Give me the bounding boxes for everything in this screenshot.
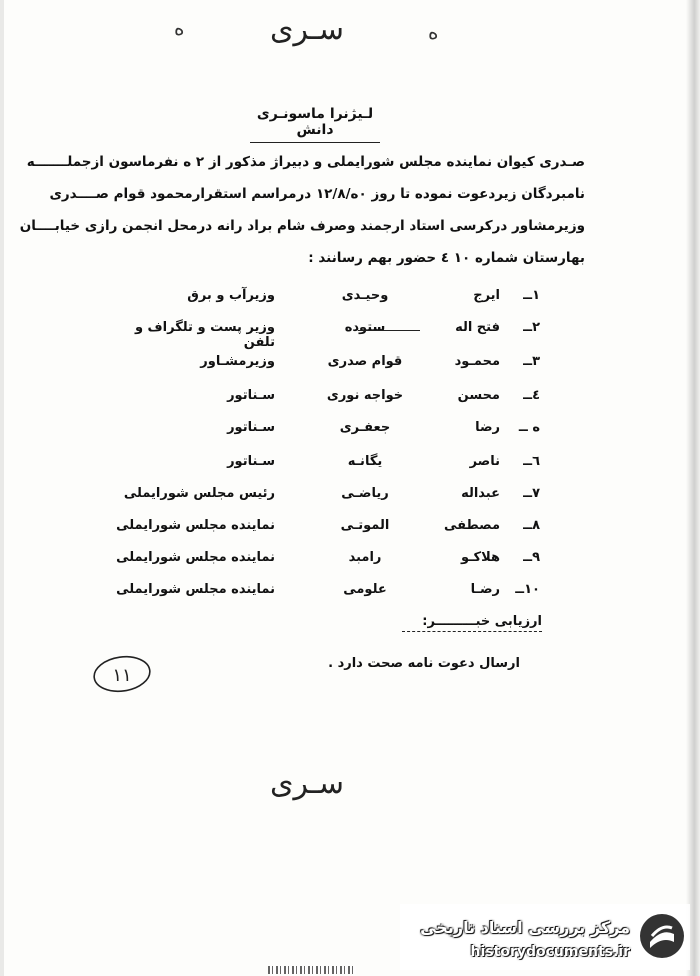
member-last-name: ستوده <box>344 320 386 335</box>
member-first-name: مصطفی <box>443 518 500 533</box>
member-row <box>100 388 540 420</box>
member-number: ۸ــ <box>523 518 540 533</box>
header-mark-left: ه <box>174 16 185 40</box>
member-first-name: عبداله <box>461 486 500 501</box>
member-title: سـناتور <box>227 388 275 403</box>
member-first-name: ناصر <box>469 454 500 469</box>
watermark-site: historydocuments.ir <box>470 944 630 960</box>
member-number: ۲ــ <box>523 320 540 335</box>
member-first-name: ایرج <box>473 288 500 303</box>
member-first-name: رضـا <box>470 582 500 597</box>
watermark-logo <box>400 904 690 970</box>
member-first-name: محسن <box>457 388 500 403</box>
member-title: رئیس مجلس شورایملی <box>123 486 275 501</box>
scan-edge-right <box>686 0 700 976</box>
watermark-name: مرکز بررسی اسناد تاریخی <box>420 918 630 937</box>
member-number: ۷ــ <box>523 486 540 501</box>
member-title: نماینده مجلس شورایملی <box>116 518 275 533</box>
paragraph-line: نامبردگان زیردعوت نموده تا روز ۰ه/۱۲/۸ درمراسم استقرارمحمود قوام صــــدری <box>49 186 585 202</box>
member-row <box>100 582 540 614</box>
name-underline <box>358 330 420 331</box>
member-last-name: رامبد <box>348 550 382 565</box>
member-last-name: خواجه نوری <box>326 388 404 403</box>
member-last-name: الموتـی <box>340 518 390 533</box>
member-last-name: یگانـه <box>347 454 383 469</box>
member-number: ۱ــ <box>523 288 540 303</box>
member-number: ه ــ <box>518 420 540 435</box>
member-title: وزیرمشـاور <box>200 354 275 369</box>
member-title: وزیر پست و تلگراف و تلفن <box>134 320 275 350</box>
member-last-name: وحیـدی <box>341 288 389 303</box>
member-last-name: علومی <box>343 582 387 597</box>
document-title: لـیژنرا ماسونـری دانش <box>250 106 380 143</box>
member-row <box>100 420 540 452</box>
paragraph-line: بهارستان شماره ۱۰ ٤ حضور بهم رسانند : <box>308 250 585 266</box>
header-mark-right: ه <box>428 20 439 44</box>
header-secret-label: سـری <box>270 12 344 47</box>
member-title: سـناتور <box>227 420 275 435</box>
evaluation-label: ارزیابی خبـــــــــر: <box>402 614 542 632</box>
scan-artifact-strip <box>268 966 356 974</box>
member-row <box>100 288 540 320</box>
member-first-name: محمـود <box>454 354 500 369</box>
member-number: ٤ــ <box>523 388 540 403</box>
evaluation-note: ارسال دعوت نامه صحت دارد . <box>328 656 520 671</box>
member-row <box>100 320 540 352</box>
member-title: وزیرآب و برق <box>187 288 275 303</box>
member-last-name: ریاضـی <box>341 486 389 501</box>
member-row <box>100 486 540 518</box>
member-number: ٦ــ <box>523 454 540 469</box>
member-row <box>100 354 540 386</box>
member-number: ۱۰ــ <box>515 582 540 597</box>
member-first-name: رضا <box>475 420 500 435</box>
member-last-name: جعفـری <box>339 420 391 435</box>
member-row <box>100 518 540 550</box>
member-row <box>100 550 540 582</box>
circled-page-number <box>90 652 154 696</box>
page-number-text: ۱۱ <box>112 665 132 686</box>
paragraph-line: وزیرمشاور درکرسی استاد ارجمند وصرف شام براد رانه درمحل انجمن رازی خیابــــان <box>19 218 585 234</box>
scan-edge-left <box>0 0 4 976</box>
member-first-name: فتح اله <box>455 320 500 335</box>
footer-secret-label: سـری <box>270 766 344 801</box>
member-first-name: هلاکـو <box>460 550 500 565</box>
body-paragraph <box>19 146 585 274</box>
member-number: ۹ــ <box>523 550 540 565</box>
member-title: سـناتور <box>227 454 275 469</box>
member-number: ۳ــ <box>523 354 540 369</box>
book-logo-icon <box>638 912 686 960</box>
member-row <box>100 454 540 486</box>
member-title: نماینده مجلس شورایملی <box>116 582 275 597</box>
paragraph-line: صـدری کیوان نماینده مجلس شورایملی و دبیراژ مذکور از ۲ ه نفرماسون ازجملـــــــه <box>26 154 585 170</box>
member-last-name: قوام صدری <box>327 354 403 369</box>
member-title: نماینده مجلس شورایملی <box>116 550 275 565</box>
